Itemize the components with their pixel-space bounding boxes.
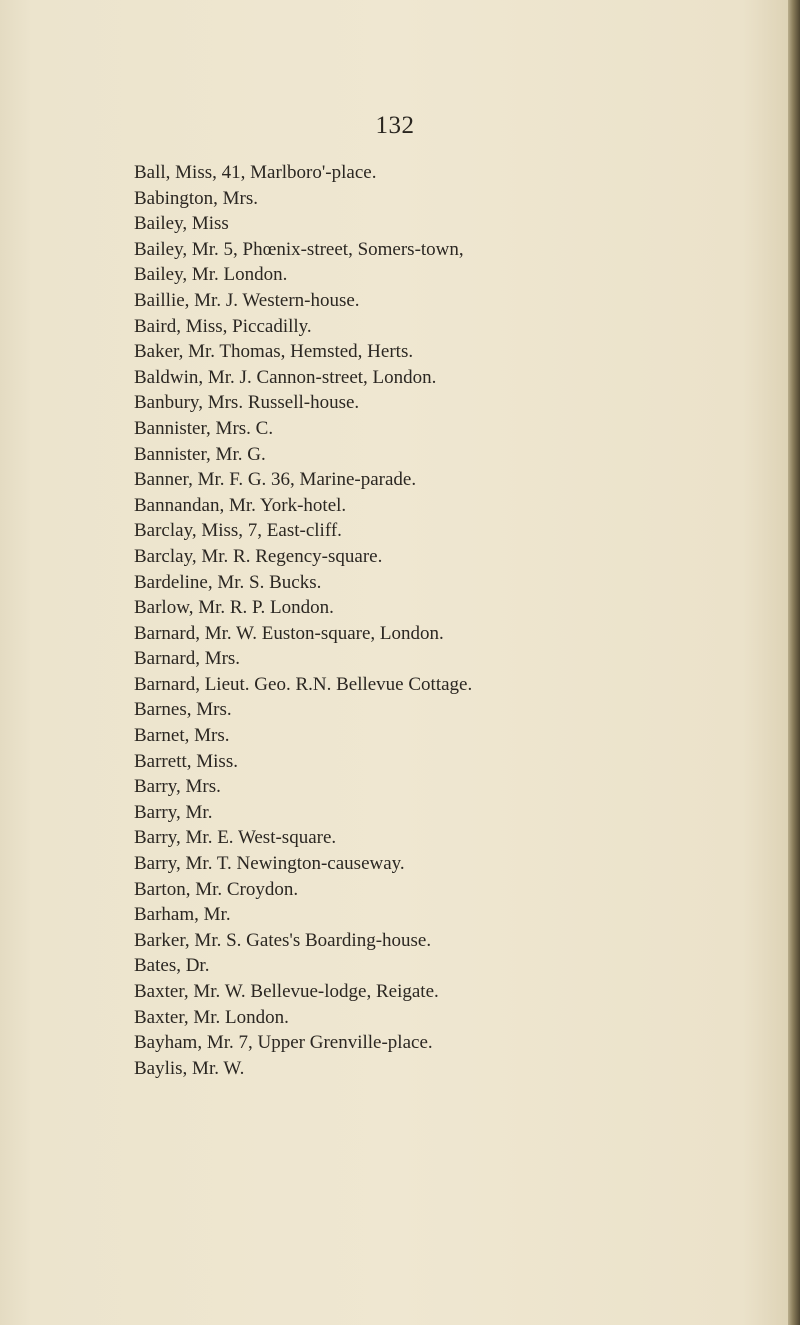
list-item: Bailey, Mr. London. (134, 264, 288, 286)
list-item: Barnet, Mrs. (134, 725, 230, 747)
list-item: Barlow, Mr. R. P. London. (134, 597, 334, 619)
list-item: Bailey, Miss (134, 213, 229, 235)
list-item: Baillie, Mr. J. Western-house. (134, 289, 360, 311)
list-item: Bannister, Mr. G. (134, 443, 266, 465)
list-item: Banner, Mr. F. G. 36, Marine-parade. (134, 469, 417, 491)
list-item: Barham, Mr. (134, 904, 231, 926)
list-item: Bayham, Mr. 7, Upper Grenville-place. (134, 1032, 433, 1054)
list-item: Banbury, Mrs. Russell-house. (134, 392, 360, 414)
list-item: Ball, Miss, 41, Marlboro'-place. (134, 162, 377, 183)
list-item: Barton, Mr. Croydon. (134, 878, 299, 900)
list-item: Bannister, Mrs. C. (134, 417, 274, 439)
list-item: Babington, Mrs. (134, 187, 259, 209)
list-item: Baxter, Mr. W. Bellevue-lodge, Reigate. (134, 981, 439, 1002)
list-item: Barry, Mr. T. Newington-causeway. (134, 853, 405, 875)
book-gutter (788, 0, 800, 1325)
list-item: Barnard, Mr. W. Euston-square, London. (134, 622, 444, 644)
list-item: Bailey, Mr. 5, Phœnix-street, Somers-town, (134, 238, 464, 260)
list-item: Baylis, Mr. W. (134, 1057, 245, 1079)
list-item: Baker, Mr. Thomas, Hemsted, Herts. (134, 341, 414, 363)
list-item: Barry, Mr. (134, 801, 213, 823)
list-item: Barnard, Mrs. (134, 648, 241, 670)
list-item: Bates, Dr. (134, 955, 210, 977)
list-item: Barclay, Miss, 7, East-cliff. (134, 520, 342, 542)
list-item: Barclay, Mr. R. Regency-square. (134, 545, 383, 567)
list-item: Barry, Mr. E. West-square. (134, 827, 337, 849)
list-item: Barnard, Lieut. Geo. R.N. Bellevue Cottage. (134, 673, 473, 695)
list-item: Barnes, Mrs. (134, 699, 232, 721)
list-item: Barry, Mrs. (134, 776, 221, 798)
list-item: Baldwin, Mr. J. Cannon-street, London. (134, 366, 437, 388)
list-item: Barrett, Miss. (134, 750, 238, 772)
list-item: Baird, Miss, Piccadilly. (134, 315, 312, 337)
name-list (134, 160, 472, 1081)
list-item: Baxter, Mr. London. (134, 1006, 289, 1028)
list-item: Bannandan, Mr. York-hotel. (134, 494, 347, 516)
page-number: 132 (375, 112, 415, 139)
list-item: Barker, Mr. S. Gates's Boarding-house. (134, 929, 432, 951)
list-item: Bardeline, Mr. S. Bucks. (134, 571, 322, 593)
